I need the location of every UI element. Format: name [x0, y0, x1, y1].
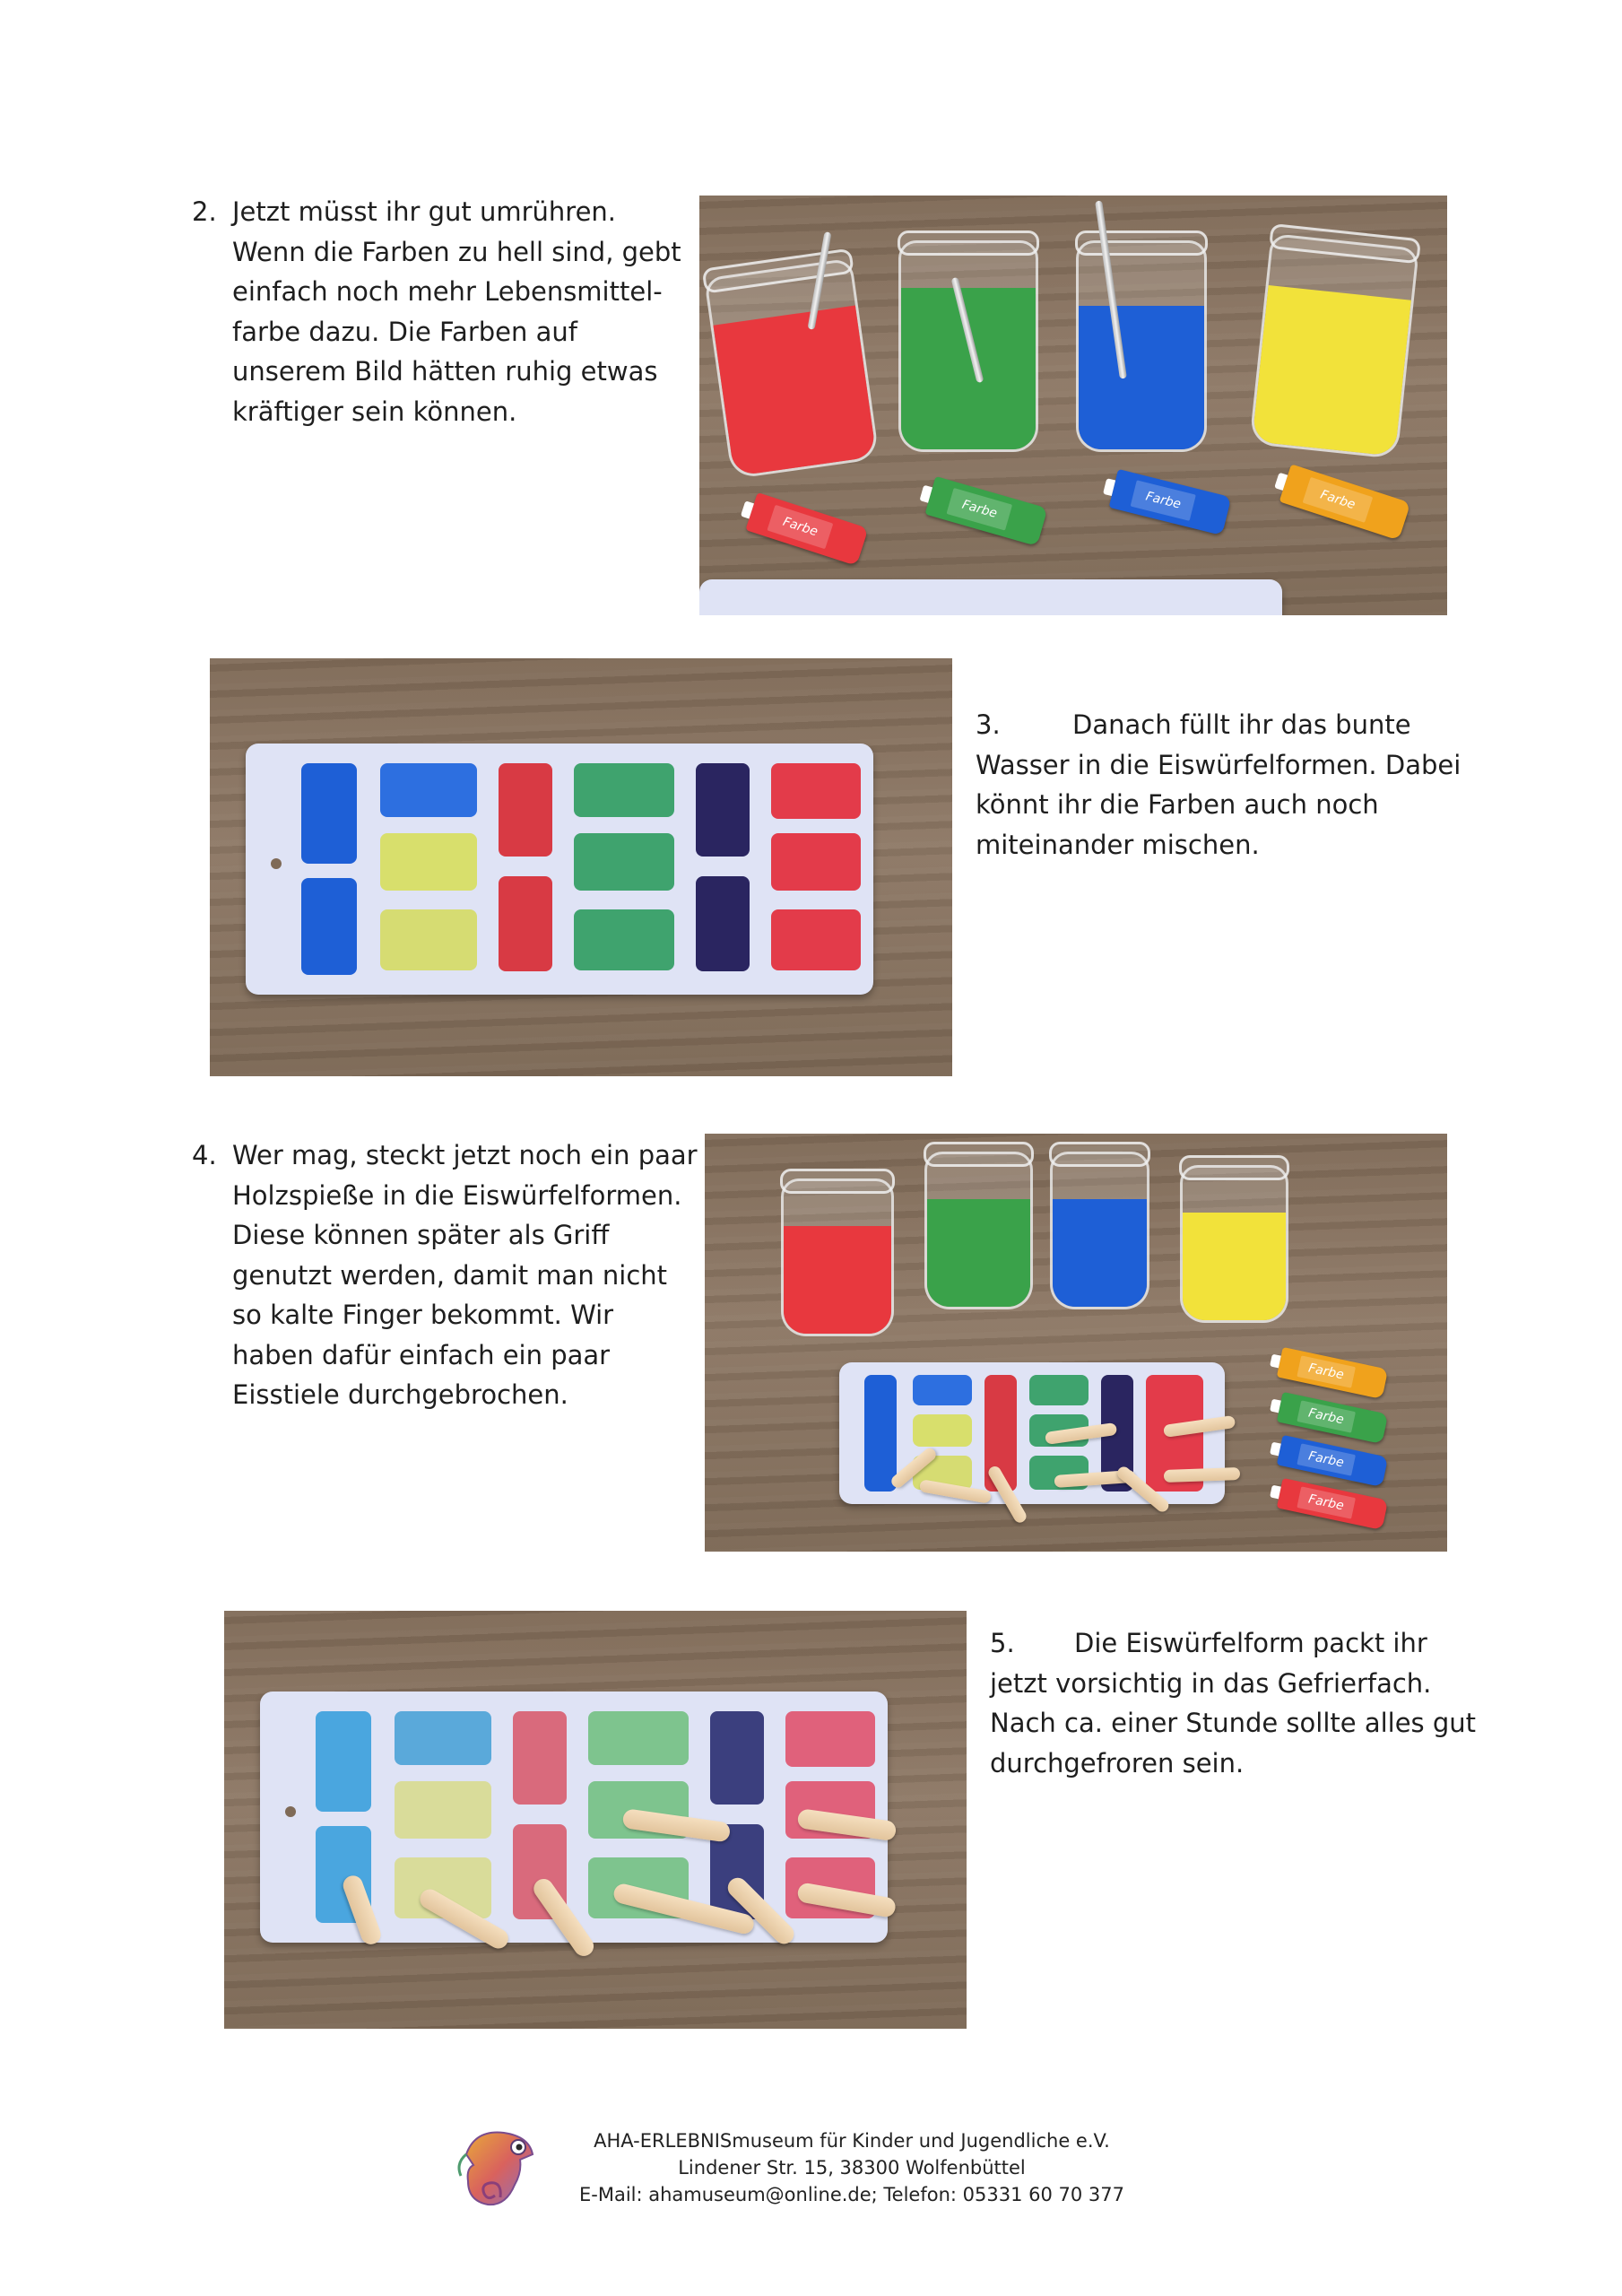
step-4-line: Holzspieße in die Eiswürfelformen. [232, 1179, 682, 1211]
footer [448, 2118, 1148, 2208]
jar-rim [780, 1169, 895, 1194]
step-4-number: 4. [192, 1140, 217, 1170]
jar-rim [1269, 223, 1421, 264]
ice-tray [260, 1692, 888, 1943]
step-5-number: 5. [990, 1628, 1015, 1658]
ice-cell-green [1029, 1375, 1089, 1405]
red-jar [704, 258, 880, 480]
tube-label: Farbe [1297, 1400, 1356, 1432]
jar-rim [702, 248, 854, 294]
red-color-tube [1277, 1478, 1388, 1530]
step-4-line: Wer mag, steckt jetzt noch ein paar [232, 1140, 698, 1170]
green-liquid [927, 1199, 1030, 1307]
ice-cell-blue [380, 763, 477, 817]
step-4-line: haben dafür einfach ein paar [232, 1339, 611, 1370]
tube-label: Farbe [1297, 1355, 1356, 1387]
yellow-jar [1249, 233, 1419, 459]
jar-rim [898, 230, 1039, 256]
ice-cell-yellow [380, 909, 477, 970]
step-3-first-line [976, 705, 1461, 745]
ice-cell-blue [316, 1711, 371, 1812]
footer-contact: E-Mail: ahamuseum@online.de; Telefon: 05331 60 70 377 [578, 2184, 1124, 2205]
chameleon-logo-icon [448, 2118, 547, 2217]
ice-cell-blue [395, 1711, 491, 1765]
ice-cell-red [771, 763, 861, 819]
photo-filled-ice-tray [210, 658, 952, 1076]
ice-cell-red [785, 1711, 875, 1767]
step-5-text [990, 1623, 1476, 1783]
red-liquid [784, 1226, 891, 1334]
tray-hole [285, 1806, 296, 1817]
green-liquid [901, 288, 1036, 449]
ice-cell-red [513, 1711, 567, 1805]
step-5-line: Die Eiswürfelform packt ihr [1074, 1628, 1427, 1658]
jar-rim [1179, 1155, 1289, 1180]
step-3-line: Danach füllt ihr das bunte [1072, 709, 1411, 740]
yellow-color-tube [1279, 464, 1411, 540]
tube-label: Farbe [1297, 1443, 1356, 1475]
step-4-line: Diese können später als Griff [232, 1220, 610, 1250]
yellow-liquid [1183, 1213, 1286, 1320]
step-4-line: genutzt werden, damit man nicht [232, 1259, 668, 1291]
step-4-text [192, 1135, 698, 1415]
red-jar [781, 1178, 894, 1336]
tube-label: Farbe [947, 488, 1012, 531]
tube-label: Farbe [1303, 477, 1374, 524]
ice-cell-green [574, 909, 674, 970]
footer-address [556, 2127, 1148, 2208]
jar-rim [1075, 230, 1208, 256]
green-color-tube [924, 476, 1047, 546]
step-2-line: farbe dazu. Die Farben auf [232, 316, 577, 347]
blue-color-tube [1109, 469, 1232, 535]
ice-tray [839, 1362, 1225, 1504]
ice-cell-yellow [395, 1781, 491, 1839]
jar-rim [924, 1142, 1034, 1167]
tray-hole [271, 858, 282, 869]
step-3-text [976, 705, 1461, 865]
jar-rim [1049, 1142, 1150, 1167]
ice-cell-blue [864, 1375, 897, 1492]
ice-cell-blue [913, 1375, 972, 1405]
red-liquid [713, 305, 876, 476]
ice-cell-red [499, 876, 552, 971]
step-5-first-line [990, 1623, 1476, 1664]
photo-frozen-ice-tray [224, 1611, 967, 2029]
ice-cell-green [574, 833, 674, 891]
photo-colored-water-jars [699, 196, 1447, 615]
wooden-stick [1164, 1467, 1240, 1483]
ice-cell-dark-blue [696, 763, 750, 857]
step-3-line: Wasser in die Eiswürfelformen. Dabei [976, 749, 1462, 780]
tube-label: Farbe [1297, 1486, 1356, 1518]
ice-tray-edge [699, 579, 1282, 615]
red-color-tube [745, 492, 868, 566]
yellow-liquid [1252, 285, 1410, 457]
ice-cell-blue [301, 763, 357, 864]
ice-cell-red [771, 909, 861, 970]
ice-cell-yellow [380, 833, 477, 891]
photo-tray-with-sticks-and-jars [705, 1134, 1447, 1552]
ice-cell-green [574, 763, 674, 817]
ice-tray [246, 744, 873, 995]
step-2-text [192, 192, 681, 431]
yellow-jar [1180, 1165, 1288, 1323]
ice-cell-green [588, 1711, 689, 1765]
step-5-line: Nach ca. einer Stunde sollte alles gut [990, 1708, 1477, 1738]
step-2-line: unserem Bild hätten ruhig etwas [232, 356, 658, 387]
step-2-line: Jetzt müsst ihr gut umrühren. [232, 196, 617, 227]
blue-jar [1076, 240, 1207, 452]
ice-cell-yellow [913, 1414, 972, 1447]
yellow-color-tube [1277, 1347, 1388, 1399]
step-3-number: 3. [976, 709, 1001, 740]
footer-street: Lindener Str. 15, 38300 Wolfenbüttel [678, 2157, 1026, 2179]
tube-label: Farbe [768, 504, 834, 549]
blue-jar [1050, 1152, 1149, 1309]
step-3-line: könnt ihr die Farben auch noch [976, 789, 1379, 820]
step-4-line: Eisstiele durchgebrochen. [232, 1379, 568, 1410]
blue-color-tube [1277, 1435, 1388, 1487]
step-3-line: miteinander mischen. [976, 829, 1260, 860]
step-2-line: kräftiger sein können. [232, 396, 517, 427]
tube-label: Farbe [1131, 480, 1196, 521]
step-2-number: 2. [192, 196, 217, 227]
ice-cell-dark-blue [710, 1711, 764, 1805]
step-2-line: Wenn die Farben zu hell sind, gebt [232, 236, 681, 267]
ice-cell-blue [301, 878, 357, 975]
step-5-line: jetzt vorsichtig in das Gefrierfach. [990, 1667, 1432, 1699]
blue-liquid [1053, 1199, 1147, 1307]
footer-org-name: AHA-ERLEBNISmuseum für Kinder und Jugendliche e.V. [594, 2130, 1110, 2152]
step-2-line: einfach noch mehr Lebensmittel- [232, 276, 663, 307]
step-4-line: so kalte Finger bekommt. Wir [232, 1300, 614, 1330]
green-jar [924, 1152, 1033, 1309]
blue-liquid [1079, 306, 1204, 449]
ice-cell-dark-blue [696, 876, 750, 971]
step-5-line: durchgefroren sein. [990, 1747, 1245, 1779]
ice-cell-red [499, 763, 552, 857]
ice-cell-red [771, 833, 861, 891]
green-color-tube [1277, 1392, 1388, 1444]
